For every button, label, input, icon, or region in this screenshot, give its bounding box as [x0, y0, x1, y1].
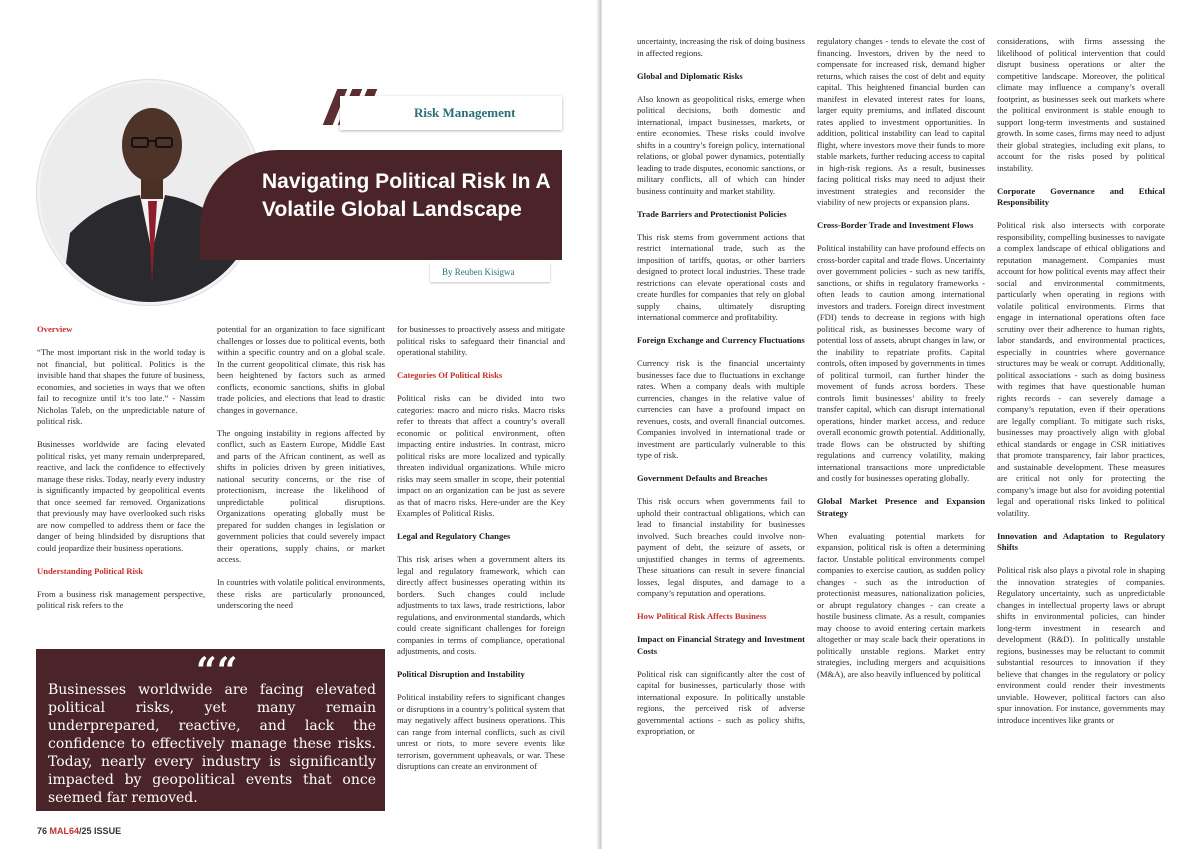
paragraph: Political risks can be divided into two categories: macro and micro risks. Macro risks refer to threats that affect a country’s overall economic or political environment, often impacting entire industries. In contrast, micro political risks are more localized and typically threaten individual organizations. While micro risks may seem smaller in scope, their potential impact on an organization can be just as severe as that of macro risks. Here-under are the Key Examples of Political Risks.	[397, 393, 565, 518]
paragraph: Political risk can significantly alter the cost of capital for businesses, particularly those with international exposure. In politically unstable regions, the perceived risk of adverse governmental actions - such as policy shifts, expropriation, or	[637, 668, 805, 736]
paragraph: potential for an organization to face significant challenges or losses due to political events, both within a specific country and on a global scale. In the current geopolitical climate, this risk has been heightened by factors such as armed conflicts, economic sanctions, shifts in global trade policies, and elections that lead to drastic changes in governance.	[217, 324, 385, 415]
section-tag	[340, 96, 562, 130]
byline-text: By Reuben Kisigwa	[442, 267, 515, 277]
paragraph: From a business risk management perspective, political risk refers to the	[37, 588, 205, 610]
paragraph: In countries with volatile political environments, these risks are particularly pronounced, underscoring the need	[217, 577, 385, 610]
section-heading: Innovation and Adaptation to Regulatory Shifts	[997, 530, 1165, 552]
pull-quote-text: Businesses worldwide are facing elevated political risks, yet many remain underprepared, reactive, and lack the confidence to effectively manage these risks. Today, nearly every industry is significantly impacted by geopolitical events that once seemed far removed.	[48, 682, 376, 806]
section-heading: Political Disruption and Instability	[397, 669, 525, 679]
paragraph: This risk occurs when governments fail to uphold their contractual obligations, which can lead to financial instability for businesses involved. Such breaches could involve non-payment of debt, the seizure of assets, or unjustified changes in terms of agreements. These situations can result in severe financial losses, legal disputes, and damage to a company’s reputation and operations.	[637, 496, 805, 598]
section-heading: Corporate Governance and Ethical Responsibility	[997, 185, 1165, 207]
page-footer	[37, 826, 121, 836]
paragraph: The ongoing instability in regions affected by conflict, such as Eastern Europe, Middle East and parts of the African continent, as well as shifts in policies driven by green initiatives, national security concerns, or the rise of protectionism, increase the likelihood of unpredictable political disruptions. Organizations operating globally must be prepared for sudden changes in legislation or government policies that could severely impact their operations, supply chains, or market access.	[217, 427, 385, 564]
paragraph: “The most important risk in the world today is not financial, but political. Politics is the invisible hand that shapes the future of business, economies, and societies in ways that we often fail to recognize until it’s too late.” - Nassim Nicholas Taleb, on the unpredictable nature of political risk.	[37, 347, 205, 426]
paragraph: for businesses to proactively assess and mitigate political risks to safeguard their financial and operational stability.	[397, 324, 565, 357]
byline	[430, 262, 550, 282]
text-column-5	[817, 36, 985, 692]
section-heading: Cross-Border Trade and Investment Flows	[817, 220, 974, 230]
section-heading: Overview	[37, 324, 73, 334]
paragraph: Also known as geopolitical risks, emerge when political decisions, both domestic and international, impact businesses, markets, or entire economies. These risks could involve shifts in a country’s foreign policy, international relations, or global power dynamics, potentially leading to trade disputes, economic sanctions, or military conflicts, all of which can hinder business continuity and market stability.	[637, 93, 805, 196]
paragraph: When evaluating potential markets for expansion, political risk is often a determining factor. Unstable political environments compel companies to exercise caution, as sudden policy changes - such as the introduction of protectionist measures, nationalization policies, or abrupt regulatory changes - can create a hostile business climate. As a result, companies may choose to avoid entering certain markets altogether or may scale back their operations in politically unstable regions. Market entry strategies, including mergers and acquisitions (M&A), are also heavily influenced by political	[817, 530, 985, 679]
text-column-3	[397, 324, 565, 784]
section-heading: Global Market Presence and Expansion Strategy	[817, 496, 985, 518]
paragraph: This risk arises when a government alters its legal and regulatory framework, which can directly affect businesses operating within its borders. Such changes could include adjustments to tax laws, trade restrictions, labor regulations, and environmental standards, which could create significant challenges for foreign companies in terms of compliance, operational adjustments, and costs.	[397, 554, 565, 656]
section-heading: Categories Of Political Risks	[397, 370, 503, 380]
paragraph: Political instability can have profound effects on cross-border capital and trade flows. Uncertainty over government policies - such as new tariffs, sanctions, or shifts in regulatory frameworks - often leads to caution among international investors and traders. Foreign direct investment (FDI) tends to decrease in regions with high political risk, as businesses become wary of potential loss of assets, abrupt changes in law, or the inability to repatriate profits. Capital controls, often imposed by governments in times of political turmoil, can further hinder the movement of funds across borders. These controls limit businesses’ ability to freely transfer capital, which can disrupt international operations, hinder market access, and reduce overall economic growth potential. Additionally, trade flows can be obstructed by shifting regulations and currency volatility, making international transactions more unpredictable and costly for businesses operating globally.	[817, 243, 985, 483]
section-heading: Understanding Political Risk	[37, 565, 144, 576]
text-column-4	[637, 36, 805, 749]
section-heading: Impact on Financial Strategy and Investment Costs	[637, 634, 805, 656]
paragraph: Political risk also plays a pivotal role in shaping the innovation strategies of companies. Regulatory uncertainty, such as unpredictable changes in intellectual property laws or abrupt shifts in environmental policies, can hinder long-term investment in research and development (R&D). In politically unstable regions, businesses may be reluctant to commit substantial resources to innovation if they believe that changes in the regulatory or policy environment could render their investments unviable. However, political factors can also spur innovation. For instance, governments may introduce incentives like grants or	[997, 565, 1165, 725]
section-heading: Global and Diplomatic Risks	[637, 70, 743, 81]
magazine-name: MAL64	[49, 826, 80, 836]
left-page	[0, 0, 598, 849]
section-heading: Legal and Regulatory Changes	[397, 531, 511, 541]
page-title: Navigating Political Risk In A Volatile Global Landscape	[262, 170, 550, 221]
issue-label: /25 ISSUE	[79, 826, 122, 836]
section-tag-label: Risk Management	[414, 105, 516, 120]
section-heading: Foreign Exchange and Currency Fluctuations	[637, 335, 805, 345]
quote-mark-icon: ““	[196, 650, 238, 692]
paragraph: Political instability refers to significant changes or disruptions in a country’s political system that may negatively affect business operations. This can range from internal conflicts, such as civil unrest or riots, to more severe events like terrorism, government upheavals, or war. These disruptions can create an environment of	[397, 692, 565, 771]
pull-quote	[36, 649, 385, 811]
paragraph: Businesses worldwide are facing elevated political risks, yet many remain underprepared, reactive, and lack the confidence to effectively manage these risks. Today, nearly every industry is significantly impacted by geopolitical events that once seemed far removed. Organizations that previously may have overlooked such risks are now compelled to address them or face the danger of being blindsided by disruptions that could jeopardize their business operations.	[37, 439, 205, 553]
right-page	[602, 0, 1200, 849]
section-heading: How Political Risk Affects Business	[637, 611, 767, 621]
paragraph: Political risk also intersects with corporate responsibility, compelling businesses to navigate a complex landscape of ethical obligations and reputation management. Companies must account for how political events may affect their social and environmental commitments, particularly when operating in regions with volatile political environments. Firms that engage in international operations often face scrutiny over their adherence to human rights, labor standards, and environmental practices, especially in countries where governance structures may be weak or corrupt. Additionally, political associations - such as doing business with regimes that have questionable human rights records - can severely damage a company’s reputation, even if their operations are legally compliant. To mitigate such risks, businesses may proactively align with global ethical standards or engage in CSR initiatives that promote transparency, fair labor practices, and sustainable development. These measures are critical not only for protecting the company’s image but also for avoiding potential legal and operational risks linked to political volatility.	[997, 220, 1165, 518]
text-column-1	[37, 324, 205, 623]
paragraph: This risk stems from government actions that restrict international trade, such as the imposition of tariffs, quotas, or other barriers designed to protect local industries. These trade restrictions can elevate operational costs and create hurdles for companies that rely on global supply chains, ultimately disrupting international commerce and profitability.	[637, 231, 805, 322]
page-number: 76	[37, 826, 48, 836]
text-column-6	[997, 36, 1165, 738]
text-column-2	[217, 324, 385, 623]
paragraph: uncertainty, increasing the risk of doing business in affected regions.	[637, 36, 805, 58]
paragraph: regulatory changes - tends to elevate the cost of financing. Investors, driven by the need to compensate for increased risk, demand higher returns, which raises the cost of debt and equity capital. This heightened financial burden can manifest in elevated interest rates for loans, larger equity premiums, and inflated discount rates applied to investment opportunities. In addition, political instability can lead to capital flight, where investors move their funds to more stable markets, further reducing access to capital in high-risk regions. As a result, businesses facing political risks may need to adjust their investment strategies and reconsider the viability of new projects or expansion plans.	[817, 36, 985, 207]
paragraph: Currency risk is the financial uncertainty businesses face due to fluctuations in exchange rates. When a company deals with multiple currencies, changes in the relative value of currencies can have a profound impact on revenues, costs, and overall financial outcomes. Companies involved in international trade or investment are particularly vulnerable to this type of risk.	[637, 358, 805, 460]
paragraph: considerations, with firms assessing the likelihood of political intervention that could disrupt business operations or alter the competitive landscape. Moreover, the political climate may influence a company’s overall footprint, as businesses seek out markets where the political environment is stable enough to support long-term investments and sustained growth. In some cases, firms may need to adjust their global strategies, including exit plans, to account for the risks posed by political instability.	[997, 36, 1165, 173]
section-heading: Government Defaults and Breaches	[637, 473, 768, 483]
section-heading: Trade Barriers and Protectionist Policies	[637, 208, 787, 219]
